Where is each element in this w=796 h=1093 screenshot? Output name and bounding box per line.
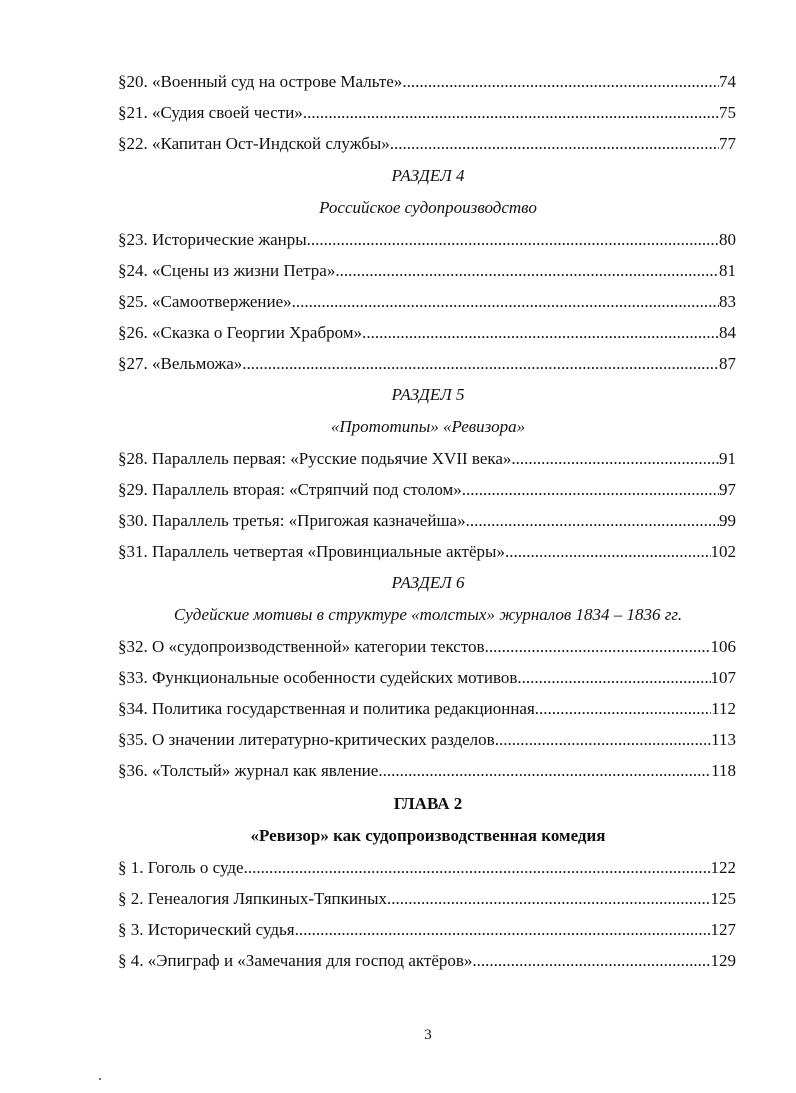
leader-dots xyxy=(505,539,711,565)
leader-dots xyxy=(307,227,719,253)
toc-entry-page: 107 xyxy=(710,668,736,687)
toc-entry-label: §26. «Сказка о Георгии Храбром» xyxy=(118,323,363,342)
toc-entry-page: 80 xyxy=(719,230,736,249)
leader-dots xyxy=(390,131,719,157)
section-subtitle: Российское судопроизводство xyxy=(319,198,537,217)
leader-dots xyxy=(387,886,710,912)
toc-entry[interactable] xyxy=(118,320,736,346)
toc-entry[interactable] xyxy=(118,758,736,784)
toc-entry-label: § 4. «Эпиграф и «Замечания для господ актёров» xyxy=(118,951,473,970)
leader-dots xyxy=(485,634,711,660)
toc-entry-label: §31. Параллель четвертая «Провинциальные актёры» xyxy=(118,542,505,561)
toc-entry-page: 84 xyxy=(719,323,736,342)
toc-entry[interactable] xyxy=(118,508,736,534)
leader-dots xyxy=(378,758,711,784)
leader-dots xyxy=(511,446,719,472)
section-title: РАЗДЕЛ 6 xyxy=(391,573,465,592)
toc-entry-label: §20. «Военный суд на острове Мальте» xyxy=(118,72,403,91)
leader-dots xyxy=(402,69,719,95)
leader-dots xyxy=(292,289,719,315)
toc-entry[interactable] xyxy=(118,948,736,974)
toc-entry-label: § 2. Генеалогия Ляпкиных-Тяпкиных xyxy=(118,889,388,908)
section-title: РАЗДЕЛ 4 xyxy=(391,166,465,185)
toc-entry-label: §35. О значении литературно-критических разделов xyxy=(118,730,495,749)
toc-entry-page: 83 xyxy=(719,292,736,311)
toc-entry[interactable] xyxy=(118,258,736,284)
leader-dots xyxy=(462,477,719,503)
toc-entry-label: §27. «Вельможа» xyxy=(118,354,243,373)
toc-entry[interactable] xyxy=(118,634,736,660)
chapter-title: ГЛАВА 2 xyxy=(393,794,463,813)
leader-dots xyxy=(295,917,711,943)
toc-entry-label: §21. «Судия своей чести» xyxy=(118,103,303,122)
section-title: РАЗДЕЛ 5 xyxy=(391,385,465,404)
section-subtitle: Судейские мотивы в структуре «толстых» журналов 1834 – 1836 гг. xyxy=(173,605,683,624)
leader-dots xyxy=(517,665,710,691)
toc-entry-label: §24. «Сцены из жизни Петра» xyxy=(118,261,336,280)
toc-entry[interactable] xyxy=(118,917,736,943)
toc-entry[interactable] xyxy=(118,727,736,753)
toc-entry-label: §36. «Толстый» журнал как явление xyxy=(118,761,379,780)
toc-entry[interactable] xyxy=(118,227,736,253)
leader-dots xyxy=(242,351,719,377)
leader-dots xyxy=(303,100,719,126)
toc-entry-page: 122 xyxy=(710,858,736,877)
toc-entry-label: § 1. Гоголь о суде xyxy=(118,858,244,877)
toc-entry-label: §34. Политика государственная и политика редакционная xyxy=(118,699,535,718)
toc-entry-page: 74 xyxy=(719,72,736,91)
toc-entry[interactable] xyxy=(118,855,736,881)
toc-entry[interactable] xyxy=(118,477,736,503)
toc-entry-page: 125 xyxy=(710,889,736,908)
toc-entry-page: 97 xyxy=(719,480,736,499)
toc-entry[interactable] xyxy=(118,696,736,722)
toc-entry-label: §28. Параллель первая: «Русские подьячие XVII века» xyxy=(118,449,512,468)
chapter-subtitle: «Ревизор» как судопроизводственная комедия xyxy=(250,826,606,845)
toc-entry[interactable] xyxy=(118,351,736,377)
leader-dots xyxy=(472,948,710,974)
scan-speck xyxy=(99,1078,101,1080)
toc-entry-page: 113 xyxy=(711,730,736,749)
toc-entry-page: 127 xyxy=(710,920,736,939)
toc-entry-page: 75 xyxy=(719,103,736,122)
toc-entry-page: 77 xyxy=(719,134,736,153)
toc-entry[interactable] xyxy=(118,665,736,691)
toc-entry-label: §25. «Самоотвержение» xyxy=(118,292,292,311)
section-subtitle: «Прототипы» «Ревизора» xyxy=(330,417,526,436)
leader-dots xyxy=(244,855,711,881)
toc-entry-page: 87 xyxy=(719,354,736,373)
toc-entry[interactable] xyxy=(118,446,736,472)
toc-entry-page: 118 xyxy=(711,761,736,780)
leader-dots xyxy=(466,508,719,534)
leader-dots xyxy=(535,696,711,722)
toc-entry-page: 112 xyxy=(711,699,736,718)
toc-entry-label: §32. О «судопроизводственной» категории текстов xyxy=(118,637,485,656)
toc-entry-page: 91 xyxy=(719,449,736,468)
toc-entry[interactable] xyxy=(118,289,736,315)
toc-entry-page: 99 xyxy=(719,511,736,530)
toc-entry-label: §33. Функциональные особенности судейских мотивов xyxy=(118,668,518,687)
toc-entry[interactable] xyxy=(118,69,736,95)
toc-entry-page: 129 xyxy=(710,951,736,970)
toc-entry[interactable] xyxy=(118,539,736,565)
toc-entry-page: 106 xyxy=(710,637,736,656)
toc-entry-label: §23. Исторические жанры xyxy=(118,230,307,249)
leader-dots xyxy=(362,320,719,346)
toc-entry-label: § 3. Исторический судья xyxy=(118,920,295,939)
toc-entry-label: §29. Параллель вторая: «Стряпчий под столом» xyxy=(118,480,462,499)
leader-dots xyxy=(335,258,719,284)
toc-entry[interactable] xyxy=(118,131,736,157)
toc-entry-label: §22. «Капитан Ост-Индской службы» xyxy=(118,134,390,153)
page-number: 3 xyxy=(424,1027,432,1043)
toc-entry-page: 81 xyxy=(719,261,736,280)
toc-entry-page: 102 xyxy=(710,542,736,561)
leader-dots xyxy=(495,727,711,753)
toc-entry-label: §30. Параллель третья: «Пригожая казначейша» xyxy=(118,511,466,530)
toc-entry[interactable] xyxy=(118,886,736,912)
toc-entry[interactable] xyxy=(118,100,736,126)
